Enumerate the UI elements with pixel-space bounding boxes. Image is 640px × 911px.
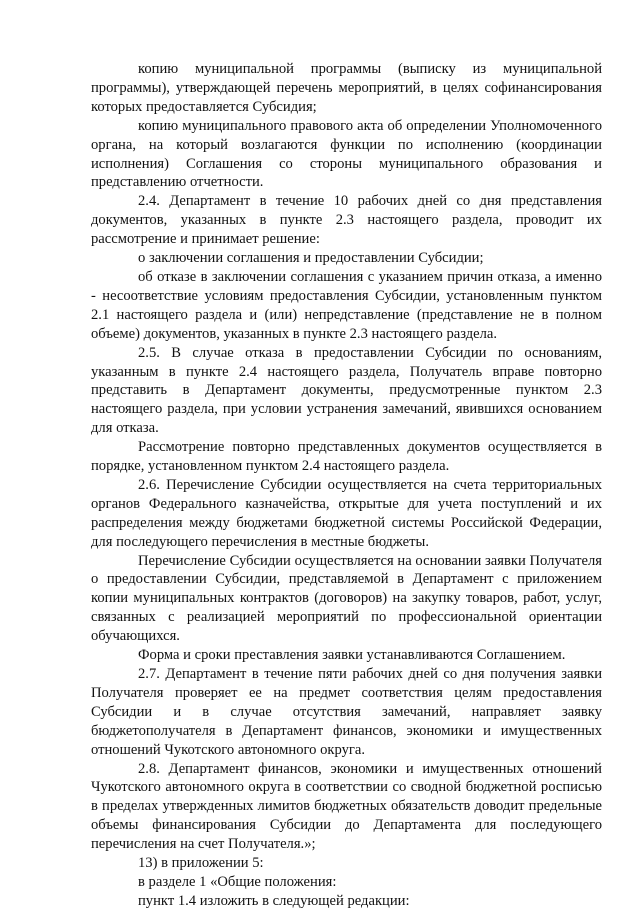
paragraph-decision-refuse: об отказе в заключении соглашения с указанием причин отказа, а именно - несоответствие условиям предоставления Субсидии, установленным пунктом 2.1 настоящего раздела и (или) непредставление (представление не в полном объеме) документов, указанных в пункте 2.3 настоящего раздела. <box>91 268 602 342</box>
paragraph-municipal-program-copy: копию муниципальной программы (выписку из муниципальной программы), утверждающей перечень мероприятий, в целях софинансирования которых предоставляется Субсидия; <box>91 61 602 115</box>
paragraph-clause-2-8: 2.8. Департамент финансов, экономики и имущественных отношений Чукотского автономного округа в соответствии со сводной бюджетной росписью в пределах утвержденных лимитов бюджетных обязательств доводит предельные объемы финансирования Субсидии до Департамента для последующего перечисления на счет Получателя.»; <box>91 760 602 853</box>
paragraph-item-13: 13) в приложении 5: <box>138 855 264 872</box>
paragraph-clause-2-7: 2.7. Департамент в течение пяти рабочих дней со дня получения заявки Получателя проверяет ее на предмет соответствия целям предоставления Субсидии и в случае отсутствия замечаний, направляет заявку бюджетополучателя в Департамент финансов, экономики и имущественных отношений Чукотского автономного округа. <box>91 666 602 758</box>
paragraph-clause-2-6: 2.6. Перечисление Субсидии осуществляется на счета территориальных органов Федерального казначейства, открытые для учета поступлений и их распределения между бюджетами бюджетной системы Российской Федерации, для последующего перечисления в местные бюджеты. <box>91 476 602 550</box>
paragraph-clause-2-4: 2.4. Департамент в течение 10 рабочих дней со дня представления документов, указанных в пункте 2.3 настоящего раздела, проводит их рассмотрение и принимает решение: <box>91 193 602 248</box>
paragraph-legal-act-copy: копию муниципального правового акта об определении Уполномоченного органа, на который возлагаются функции по исполнению (координации исполнения) Соглашения со стороны муниципального образования и представлению отчетности. <box>91 117 602 191</box>
paragraph-application-form: Форма и сроки преставления заявки устанавливаются Соглашением. <box>138 647 566 664</box>
paragraph-section-1: в разделе 1 «Общие положения: <box>138 873 337 890</box>
paragraph-point-1-4: пункт 1.4 изложить в следующей редакции: <box>138 892 410 909</box>
paragraph-decision-conclude: о заключении соглашения и предоставлении Субсидии; <box>138 250 484 267</box>
paragraph-transfer-basis: Перечисление Субсидии осуществляется на основании заявки Получателя о предоставлении Субсидии, представляемой в Департамент с приложением копии муниципальных контрактов (договоров) на закупку товаров, работ, услуг, связанных с реализацией мероприятий по профессиональной ориентации обучающихся. <box>91 552 602 645</box>
paragraph-clause-2-5: 2.5. В случае отказа в предоставлении Субсидии по основаниям, указанным в пункте 2.4 настоящего раздела, Получатель вправе повторно представить в Департамент документы, предусмотренные пунктом 2.3 настоящего раздела, при условии устранения замечаний, явившихся основанием для отказа. <box>91 344 602 437</box>
paragraph-repeat-review: Рассмотрение повторно представленных документов осуществляется в порядке, установленном пунктом 2.4 настоящего раздела. <box>91 439 602 475</box>
